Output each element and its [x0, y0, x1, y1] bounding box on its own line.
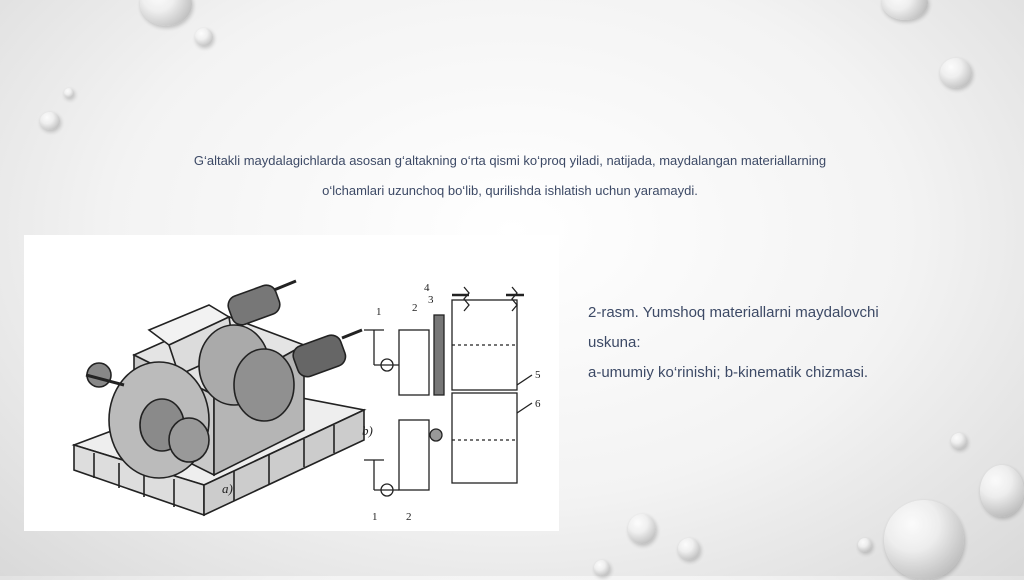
- callout-3: 3: [428, 294, 434, 306]
- callout-2: 2: [412, 302, 418, 314]
- water-drop-decoration: [140, 0, 192, 26]
- callout-5: 5: [535, 369, 541, 381]
- water-drop-decoration: [951, 433, 967, 449]
- water-drop-decoration: [884, 500, 964, 580]
- water-drop-decoration: [64, 88, 74, 98]
- label-a: a): [222, 481, 233, 496]
- intro-text-line-2: o‘lchamlari uzunchoq bo‘lib, qurilishda ishlatish uchun yaramaydi.: [322, 183, 698, 198]
- water-drop-decoration: [628, 514, 656, 544]
- caption-line-3: a-umumiy ko‘rinishi; b-kinematik chizmasi.: [588, 364, 869, 381]
- water-drop-decoration: [195, 28, 213, 46]
- water-drop-decoration: [882, 0, 928, 20]
- water-drop-decoration: [594, 560, 610, 576]
- intro-text-line-1: G‘altakli maydalagichlarda asosan g‘altakning o‘rta qismi ko‘proq yiladi, natijada, maydalangan materiallarning: [193, 153, 827, 168]
- water-drop-decoration: [40, 112, 60, 130]
- callout-6: 6: [535, 398, 541, 410]
- water-drop-decoration: [940, 58, 972, 88]
- machine-figure: [24, 235, 559, 531]
- caption-line-1: 2-rasm. Yumshoq materiallarni maydalovchi: [588, 304, 879, 321]
- callout-4: 4: [424, 282, 430, 294]
- water-drop-decoration: [858, 538, 872, 552]
- machine-drawing: [24, 235, 559, 531]
- callout-1-bottom: 1: [372, 511, 378, 523]
- figure-caption: [588, 298, 988, 388]
- callout-1: 1: [376, 306, 382, 318]
- water-drop-decoration: [980, 465, 1024, 517]
- label-b: b): [362, 423, 373, 438]
- kinematic-scheme: [364, 287, 532, 496]
- machine-perspective-drawing: [74, 281, 364, 515]
- callout-2-bottom: 2: [406, 511, 412, 523]
- water-drop-decoration: [678, 538, 700, 560]
- caption-line-2: uskuna:: [588, 334, 641, 351]
